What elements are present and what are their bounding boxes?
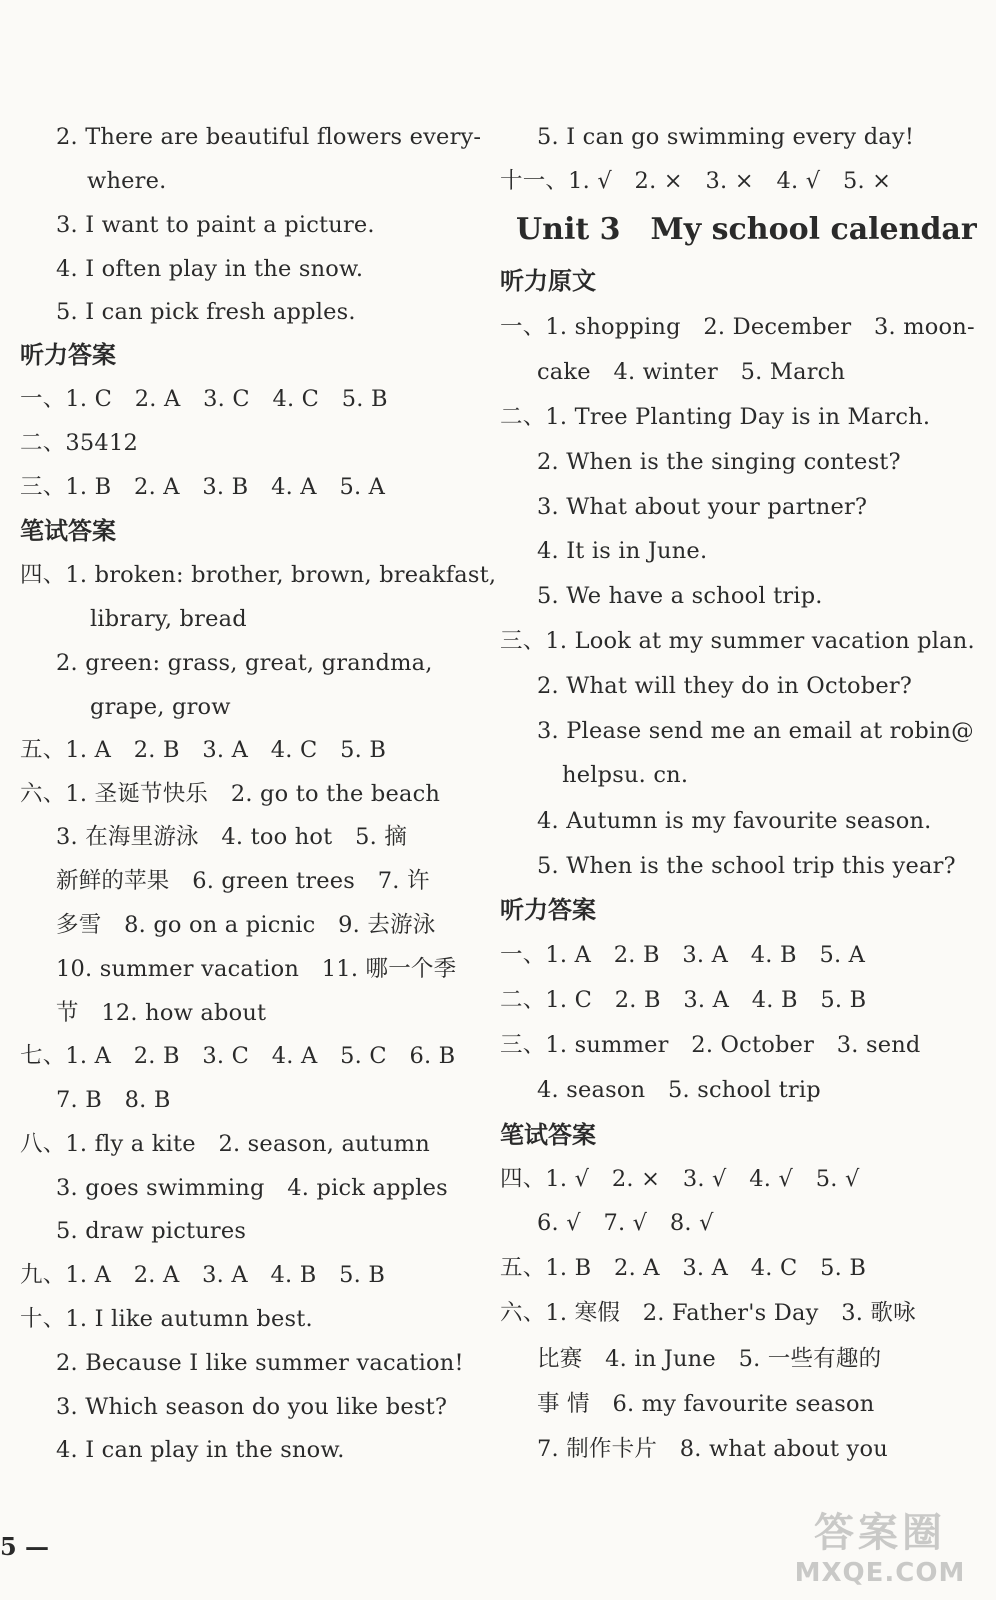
answer-line: 2. green: grass, great, grandma, xyxy=(56,650,433,676)
answer-line: 2. Because I like summer vacation! xyxy=(56,1350,464,1376)
section-heading-listening-answers: 听力答案 xyxy=(500,896,596,924)
text-line: 3. Please send me an email at robin@ xyxy=(537,718,974,744)
answer-line: 比赛 4. in June 5. 一些有趣的 xyxy=(537,1346,882,1372)
answer-line: 一、1. A 2. B 3. A 4. B 5. A xyxy=(500,942,866,968)
answer-line: 四、1. broken: brother, brown, breakfast, xyxy=(20,562,497,588)
watermark-bottom-text: MXQE.COM xyxy=(794,1558,966,1588)
watermark-top-text: 答案圈 xyxy=(814,1510,946,1556)
text-line: 5. I can go swimming every day! xyxy=(537,124,915,150)
section-heading-listening-text: 听力原文 xyxy=(500,267,596,295)
answer-line: 七、1. A 2. B 3. C 4. A 5. C 6. B xyxy=(20,1043,456,1069)
page-number: 5 — xyxy=(0,1532,50,1561)
text-line: 三、1. Look at my summer vacation plan. xyxy=(500,628,975,654)
text-line: 5. We have a school trip. xyxy=(537,583,823,609)
text-line: where. xyxy=(87,168,167,194)
watermark-logo xyxy=(770,1510,990,1596)
answer-line: 多雪 8. go on a picnic 9. 去游泳 xyxy=(56,912,436,938)
text-line: 2. When is the singing contest? xyxy=(537,449,901,475)
unit-title: Unit 3 My school calendar xyxy=(516,212,977,247)
answer-line: 三、1. summer 2. October 3. send xyxy=(500,1032,921,1058)
answer-line: 三、1. B 2. A 3. B 4. A 5. A xyxy=(20,474,386,500)
text-line: 4. I often play in the snow. xyxy=(56,256,364,282)
answer-line: grape, grow xyxy=(90,694,231,720)
section-heading-written-answers: 笔试答案 xyxy=(20,517,116,545)
answer-line: 五、1. B 2. A 3. A 4. C 5. B xyxy=(500,1255,867,1281)
answer-line: 八、1. fly a kite 2. season, autumn xyxy=(20,1131,430,1157)
answer-line: 6. √ 7. √ 8. √ xyxy=(537,1210,714,1236)
answer-line: 4. I can play in the snow. xyxy=(56,1437,345,1463)
section-heading-listening-answers: 听力答案 xyxy=(20,341,116,369)
answer-line: 十一、1. √ 2. × 3. × 4. √ 5. × xyxy=(500,168,892,194)
answer-line: 二、35412 xyxy=(20,430,138,456)
text-line: 3. I want to paint a picture. xyxy=(56,212,375,238)
answer-line: 二、1. C 2. B 3. A 4. B 5. B xyxy=(500,987,867,1013)
answer-line: 新鲜的苹果 6. green trees 7. 许 xyxy=(56,868,430,894)
answer-line: 四、1. √ 2. × 3. √ 4. √ 5. √ xyxy=(500,1166,860,1192)
answer-line: 一、1. C 2. A 3. C 4. C 5. B xyxy=(20,386,388,412)
text-line: cake 4. winter 5. March xyxy=(537,359,846,385)
section-heading-written-answers: 笔试答案 xyxy=(500,1121,596,1149)
answer-line: library, bread xyxy=(90,606,247,632)
text-line: 一、1. shopping 2. December 3. moon- xyxy=(500,314,975,340)
answer-line: 5. draw pictures xyxy=(56,1218,247,1244)
text-line: 二、1. Tree Planting Day is in March. xyxy=(500,404,931,430)
answer-line: 7. B 8. B xyxy=(56,1087,171,1113)
text-line: helpsu. cn. xyxy=(562,762,689,788)
answer-line: 事 情 6. my favourite season xyxy=(537,1391,875,1417)
text-line: 4. It is in June. xyxy=(537,538,708,564)
text-line: 2. There are beautiful flowers every- xyxy=(56,124,482,150)
answer-line: 3. 在海里游泳 4. too hot 5. 摘 xyxy=(56,824,408,850)
text-line: 4. Autumn is my favourite season. xyxy=(537,808,932,834)
answer-line: 节 12. how about xyxy=(56,1000,267,1026)
text-line: 2. What will they do in October? xyxy=(537,673,913,699)
answer-line: 九、1. A 2. A 3. A 4. B 5. B xyxy=(20,1262,386,1288)
text-line: 5. When is the school trip this year? xyxy=(537,853,956,879)
text-line: 5. I can pick fresh apples. xyxy=(56,299,356,325)
answer-line: 3. goes swimming 4. pick apples xyxy=(56,1175,448,1201)
answer-line: 3. Which season do you like best? xyxy=(56,1394,448,1420)
answer-line: 六、1. 寒假 2. Father's Day 3. 歌咏 xyxy=(500,1300,916,1326)
answer-line: 10. summer vacation 11. 哪一个季 xyxy=(56,956,457,982)
answer-line: 六、1. 圣诞节快乐 2. go to the beach xyxy=(20,781,441,807)
answer-line: 十、1. I like autumn best. xyxy=(20,1306,313,1332)
answer-line: 7. 制作卡片 8. what about you xyxy=(537,1436,888,1462)
answer-line: 4. season 5. school trip xyxy=(537,1077,821,1103)
answer-line: 五、1. A 2. B 3. A 4. C 5. B xyxy=(20,737,387,763)
text-line: 3. What about your partner? xyxy=(537,494,868,520)
